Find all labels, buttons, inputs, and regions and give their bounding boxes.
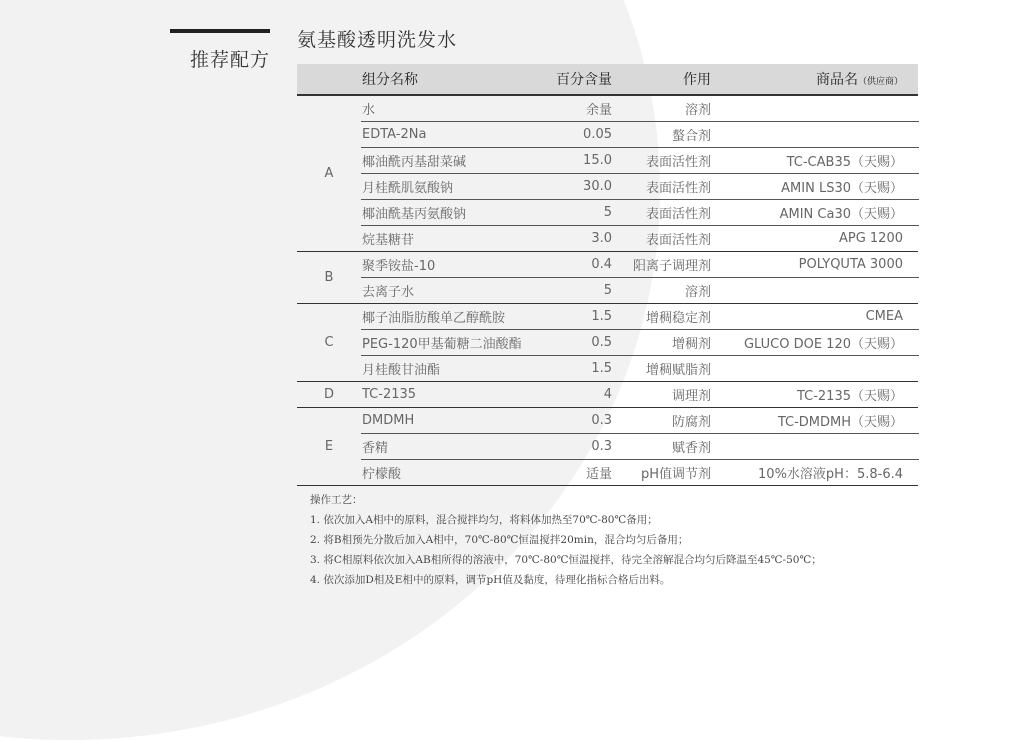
ingredient-percent: 15.0 xyxy=(583,153,612,168)
process-title: 操作工艺： xyxy=(310,494,363,506)
ingredient-function: 增稠稳定剂 xyxy=(645,311,711,326)
ingredient-function: 溶剂 xyxy=(684,285,711,300)
ingredient-name: 烷基糖苷 xyxy=(362,233,415,248)
process-step: 3. 将C相原料依次加入AB相所得的溶液中，70℃-80℃恒温搅拌，待完全溶解混合均匀后降温至45℃-50℃； xyxy=(310,554,822,566)
ingredient-name: 椰子油脂肪酸单乙醇酰胺 xyxy=(362,311,506,326)
ingredient-percent: 0.05 xyxy=(583,127,612,142)
ingredient-function: 增稠剂 xyxy=(671,337,711,352)
ingredient-name: 月桂酰肌氨酸钠 xyxy=(362,181,454,196)
ingredient-percent: 5 xyxy=(603,283,612,298)
table-row xyxy=(361,252,919,278)
ingredient-product: APG 1200 xyxy=(838,231,903,246)
ingredient-percent: 0.3 xyxy=(591,413,612,428)
side-title: 推荐配方 xyxy=(190,49,271,71)
ingredient-product: AMIN LS30（天赐） xyxy=(781,181,903,196)
ingredient-function: 防腐剂 xyxy=(671,415,711,430)
ingredient-name: 去离子水 xyxy=(362,285,415,300)
ingredient-function: 调理剂 xyxy=(671,389,711,404)
header-product xyxy=(711,69,919,89)
ingredient-name: DMDMH xyxy=(362,413,415,428)
ingredient-percent: 3.0 xyxy=(591,231,612,246)
table-row xyxy=(361,408,919,434)
process-step: 4. 依次添加D相及E相中的原料，调节pH值及黏度，待理化指标合格后出料。 xyxy=(310,574,671,586)
table-row xyxy=(361,96,919,122)
phase-group xyxy=(297,382,918,408)
table-row xyxy=(361,460,919,485)
table-row xyxy=(361,200,919,226)
ingredient-name: 聚季铵盐-10 xyxy=(362,259,436,274)
ingredient-function: 溶剂 xyxy=(684,103,711,118)
phase-group xyxy=(297,304,918,382)
ingredient-function: 螯合剂 xyxy=(671,129,711,144)
table-row xyxy=(361,356,919,381)
table-row xyxy=(361,148,919,174)
ingredient-product: POLYQUTA 3000 xyxy=(798,257,903,272)
ingredient-function: 增稠赋脂剂 xyxy=(645,363,711,378)
header-product-label: 商品名 xyxy=(815,72,858,88)
phase-label: A xyxy=(324,166,334,181)
process-step: 1. 依次加入A相中的原料，混合搅拌均匀，将料体加热至70℃-80℃备用； xyxy=(310,514,658,526)
table-row xyxy=(361,434,919,460)
table-row xyxy=(361,122,919,148)
ingredient-percent: 30.0 xyxy=(583,179,612,194)
ingredient-product: 10%水溶液pH：5.8-6.4 xyxy=(758,467,903,482)
phase-group xyxy=(297,252,918,304)
ingredient-name: 香精 xyxy=(362,441,389,456)
table-body xyxy=(297,96,918,486)
ingredient-name: 月桂酸甘油酯 xyxy=(362,363,441,378)
ingredient-name: 椰油酰基丙氨酸钠 xyxy=(362,207,467,222)
ingredient-percent: 余量 xyxy=(585,103,612,118)
ingredient-function: 表面活性剂 xyxy=(645,181,711,196)
header-function: 作用 xyxy=(683,72,711,88)
ingredient-name: 水 xyxy=(362,103,376,118)
phase-label: C xyxy=(324,335,334,350)
header-name: 组分名称 xyxy=(362,72,418,88)
phase-label: E xyxy=(324,439,334,454)
ingredient-percent: 4 xyxy=(603,387,612,402)
page-title: 氨基酸透明洗发水 xyxy=(297,29,458,51)
ingredient-percent: 0.4 xyxy=(591,257,612,272)
table-row xyxy=(361,278,919,303)
ingredient-name: EDTA-2Na xyxy=(362,127,427,142)
phase-label: B xyxy=(324,270,334,285)
side-rule xyxy=(170,29,270,33)
ingredient-percent: 0.5 xyxy=(591,335,612,350)
ingredient-name: PEG-120甲基葡糖二油酸酯 xyxy=(362,337,522,352)
table-row xyxy=(361,304,919,330)
table-row xyxy=(361,330,919,356)
formula-table xyxy=(297,64,918,486)
phase-rows xyxy=(361,304,919,381)
ingredient-percent: 0.3 xyxy=(591,439,612,454)
ingredient-name: TC-2135 xyxy=(362,387,417,402)
ingredient-function: 表面活性剂 xyxy=(645,155,711,170)
phase-rows xyxy=(361,382,919,407)
ingredient-percent: 1.5 xyxy=(591,309,612,324)
ingredient-function: 赋香剂 xyxy=(671,441,711,456)
process-step: 2. 将B相预先分散后加入A相中，70℃-80℃恒温搅拌20min，混合均匀后备用； xyxy=(310,534,689,546)
header-percent: 百分含量 xyxy=(556,72,612,88)
table-row xyxy=(361,226,919,251)
phase-group xyxy=(297,96,918,252)
ingredient-percent: 5 xyxy=(603,205,612,220)
ingredient-name: 柠檬酸 xyxy=(362,467,402,482)
table-header xyxy=(297,64,918,96)
ingredient-name: 椰油酰丙基甜菜碱 xyxy=(362,155,467,170)
ingredient-percent: 1.5 xyxy=(591,361,612,376)
ingredient-product: TC-DMDMH（天赐） xyxy=(777,415,903,430)
ingredient-function: pH值调节剂 xyxy=(640,467,711,482)
ingredient-product: CMEA xyxy=(865,309,903,324)
process-notes xyxy=(310,490,822,590)
phase-label: D xyxy=(323,387,334,402)
phase-rows xyxy=(361,96,919,251)
ingredient-product: TC-CAB35（天赐） xyxy=(786,155,903,170)
ingredient-function: 表面活性剂 xyxy=(645,207,711,222)
table-row xyxy=(361,174,919,200)
header-supplier-label: （供应商） xyxy=(857,77,903,87)
ingredient-product: AMIN Ca30（天赐） xyxy=(779,207,903,222)
table-row xyxy=(361,382,919,407)
ingredient-product: TC-2135（天赐） xyxy=(796,389,903,404)
phase-group xyxy=(297,408,918,486)
ingredient-function: 表面活性剂 xyxy=(645,233,711,248)
phase-rows xyxy=(361,252,919,303)
ingredient-percent: 适量 xyxy=(585,467,612,482)
phase-rows xyxy=(361,408,919,485)
ingredient-function: 阳离子调理剂 xyxy=(632,259,711,274)
ingredient-product: GLUCO DOE 120（天赐） xyxy=(743,337,903,352)
